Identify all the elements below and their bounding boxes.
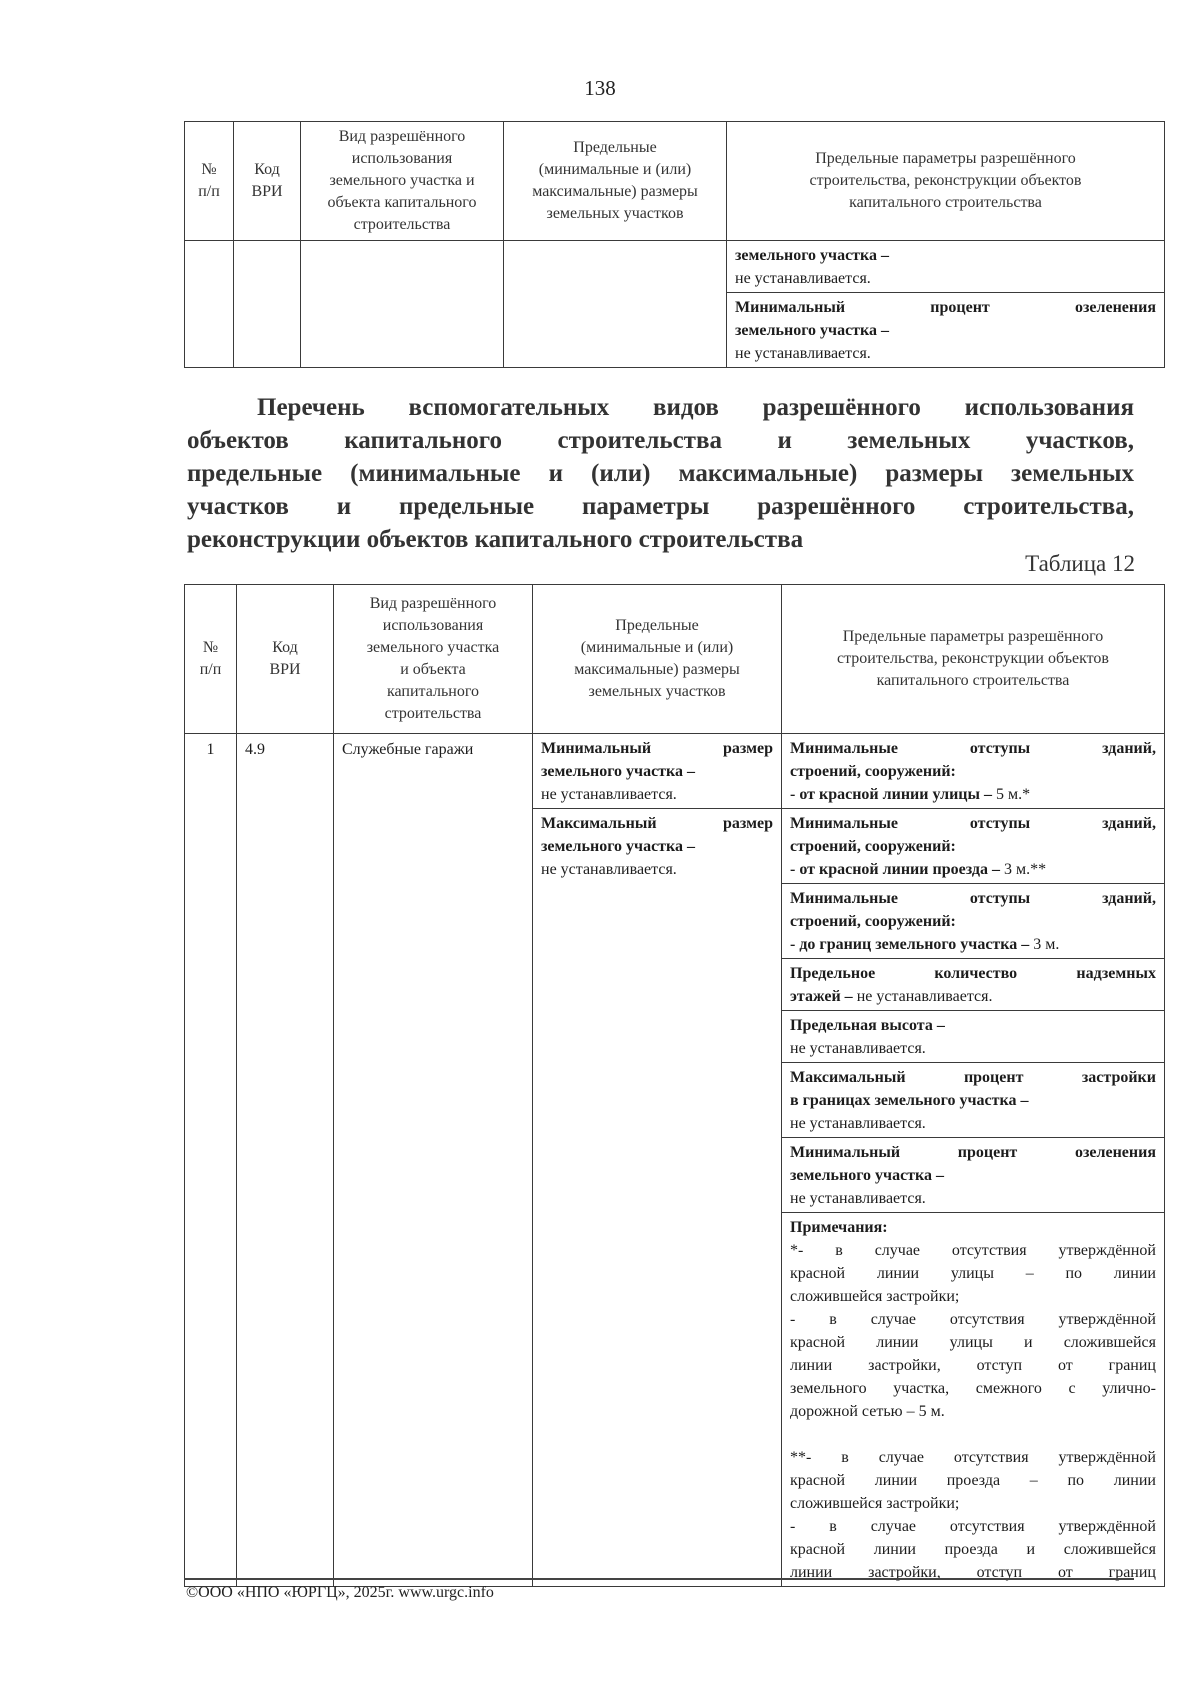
param-block: Предельная высота – не устанавливается. <box>782 1010 1164 1062</box>
notes-title: Примечания: <box>790 1219 888 1236</box>
table-caption: Таблица 12 <box>1025 551 1135 576</box>
param-block: Минимальные отступы зданий, строений, сооружений: - от красной линии улицы – 5 м.* <box>790 740 1156 803</box>
param-block: Максимальный процент застройки в границах земельного участка – не устанавливается. <box>782 1062 1164 1137</box>
param-block: Минимальные отступы зданий, строений, сооружений: - до границ земельного участка – 3 м. <box>782 883 1164 958</box>
cell-num <box>185 241 234 368</box>
col-header-num: № п/п <box>185 585 237 734</box>
cell-code <box>234 241 301 368</box>
col-header-sizes: Предельные (минимальные и (или) максимальные) размеры земельных участков <box>533 585 782 734</box>
cell-params <box>782 734 1165 1587</box>
header-row <box>185 585 1165 734</box>
section-heading: Перечень вспомогательных видов разрешённого использования объектов капитального строительства и земельных участков, предельные (минимальные и (или) максимальные) размеры земельных участков и предельные параметры разрешённого строительства, реконструкции объектов капитального строительства <box>187 394 1134 553</box>
notes-block: Примечания: *- в случае отсутствия утверждённой красной линии улицы – по линии сложившейся застройки; - в случае отсутствия утверждённой красной линии улицы и сложившейся линии застройки, отступ от границ земельного участка, смежного с улично- дорожной сетью – 5 м. **- в случае отсутствия утверждённой красной линии проезда – по линии сложившейся застройки; - в случае отсутствия утверждённой красной линии проезда и сложившейся линии застройки, отступ от границ <box>782 1212 1164 1586</box>
cell-sizes <box>533 734 782 1587</box>
table-row <box>185 734 1165 1587</box>
table-row <box>185 241 1165 368</box>
cell-code: 4.9 <box>237 734 334 1587</box>
cell-kind: Служебные гаражи <box>334 734 533 1587</box>
col-header-num: № п/п <box>185 122 234 241</box>
param-block: земельного участка – не устанавливается. <box>735 247 890 287</box>
table-12 <box>184 584 1165 1587</box>
header-row <box>185 122 1165 241</box>
size-block: Максимальный размер земельного участка – не устанавливается. <box>533 808 781 883</box>
page-number: 138 <box>584 76 616 100</box>
col-header-code: Код ВРИ <box>234 122 301 241</box>
size-block: Минимальный размер земельного участка – не устанавливается. <box>541 740 773 803</box>
cell-kind <box>301 241 504 368</box>
cell-num: 1 <box>185 734 237 1587</box>
col-header-params: Предельные параметры разрешённого строительства, реконструкции объектов капитального строительства <box>782 585 1165 734</box>
footer-copyright: ©ООО «НПО «ЮРГЦ», 2025г. www.urgc.info <box>186 1584 494 1601</box>
cell-sizes <box>504 241 727 368</box>
param-block: Минимальные отступы зданий, строений, сооружений: - от красной линии проезда – 3 м.** <box>782 808 1164 883</box>
col-header-params: Предельные параметры разрешённого строительства, реконструкции объектов капитального строительства <box>727 122 1165 241</box>
col-header-kind: Вид разрешённого использования земельного участка и объекта капитального строительства <box>301 122 504 241</box>
cell-params <box>727 241 1165 368</box>
param-block: Минимальный процент озеленения земельного участка – не устанавливается. <box>727 292 1164 367</box>
col-header-kind: Вид разрешённого использования земельного участка и объекта капитального строительства <box>334 585 533 734</box>
col-header-sizes: Предельные (минимальные и (или) максимальные) размеры земельных участков <box>504 122 727 241</box>
param-block: Минимальный процент озеленения земельного участка – не устанавливается. <box>782 1137 1164 1212</box>
footer-divider <box>184 1578 1134 1580</box>
param-block: Предельное количество надземных этажей – не устанавливается. <box>782 958 1164 1010</box>
col-header-code: Код ВРИ <box>237 585 334 734</box>
continuation-table <box>184 121 1165 368</box>
